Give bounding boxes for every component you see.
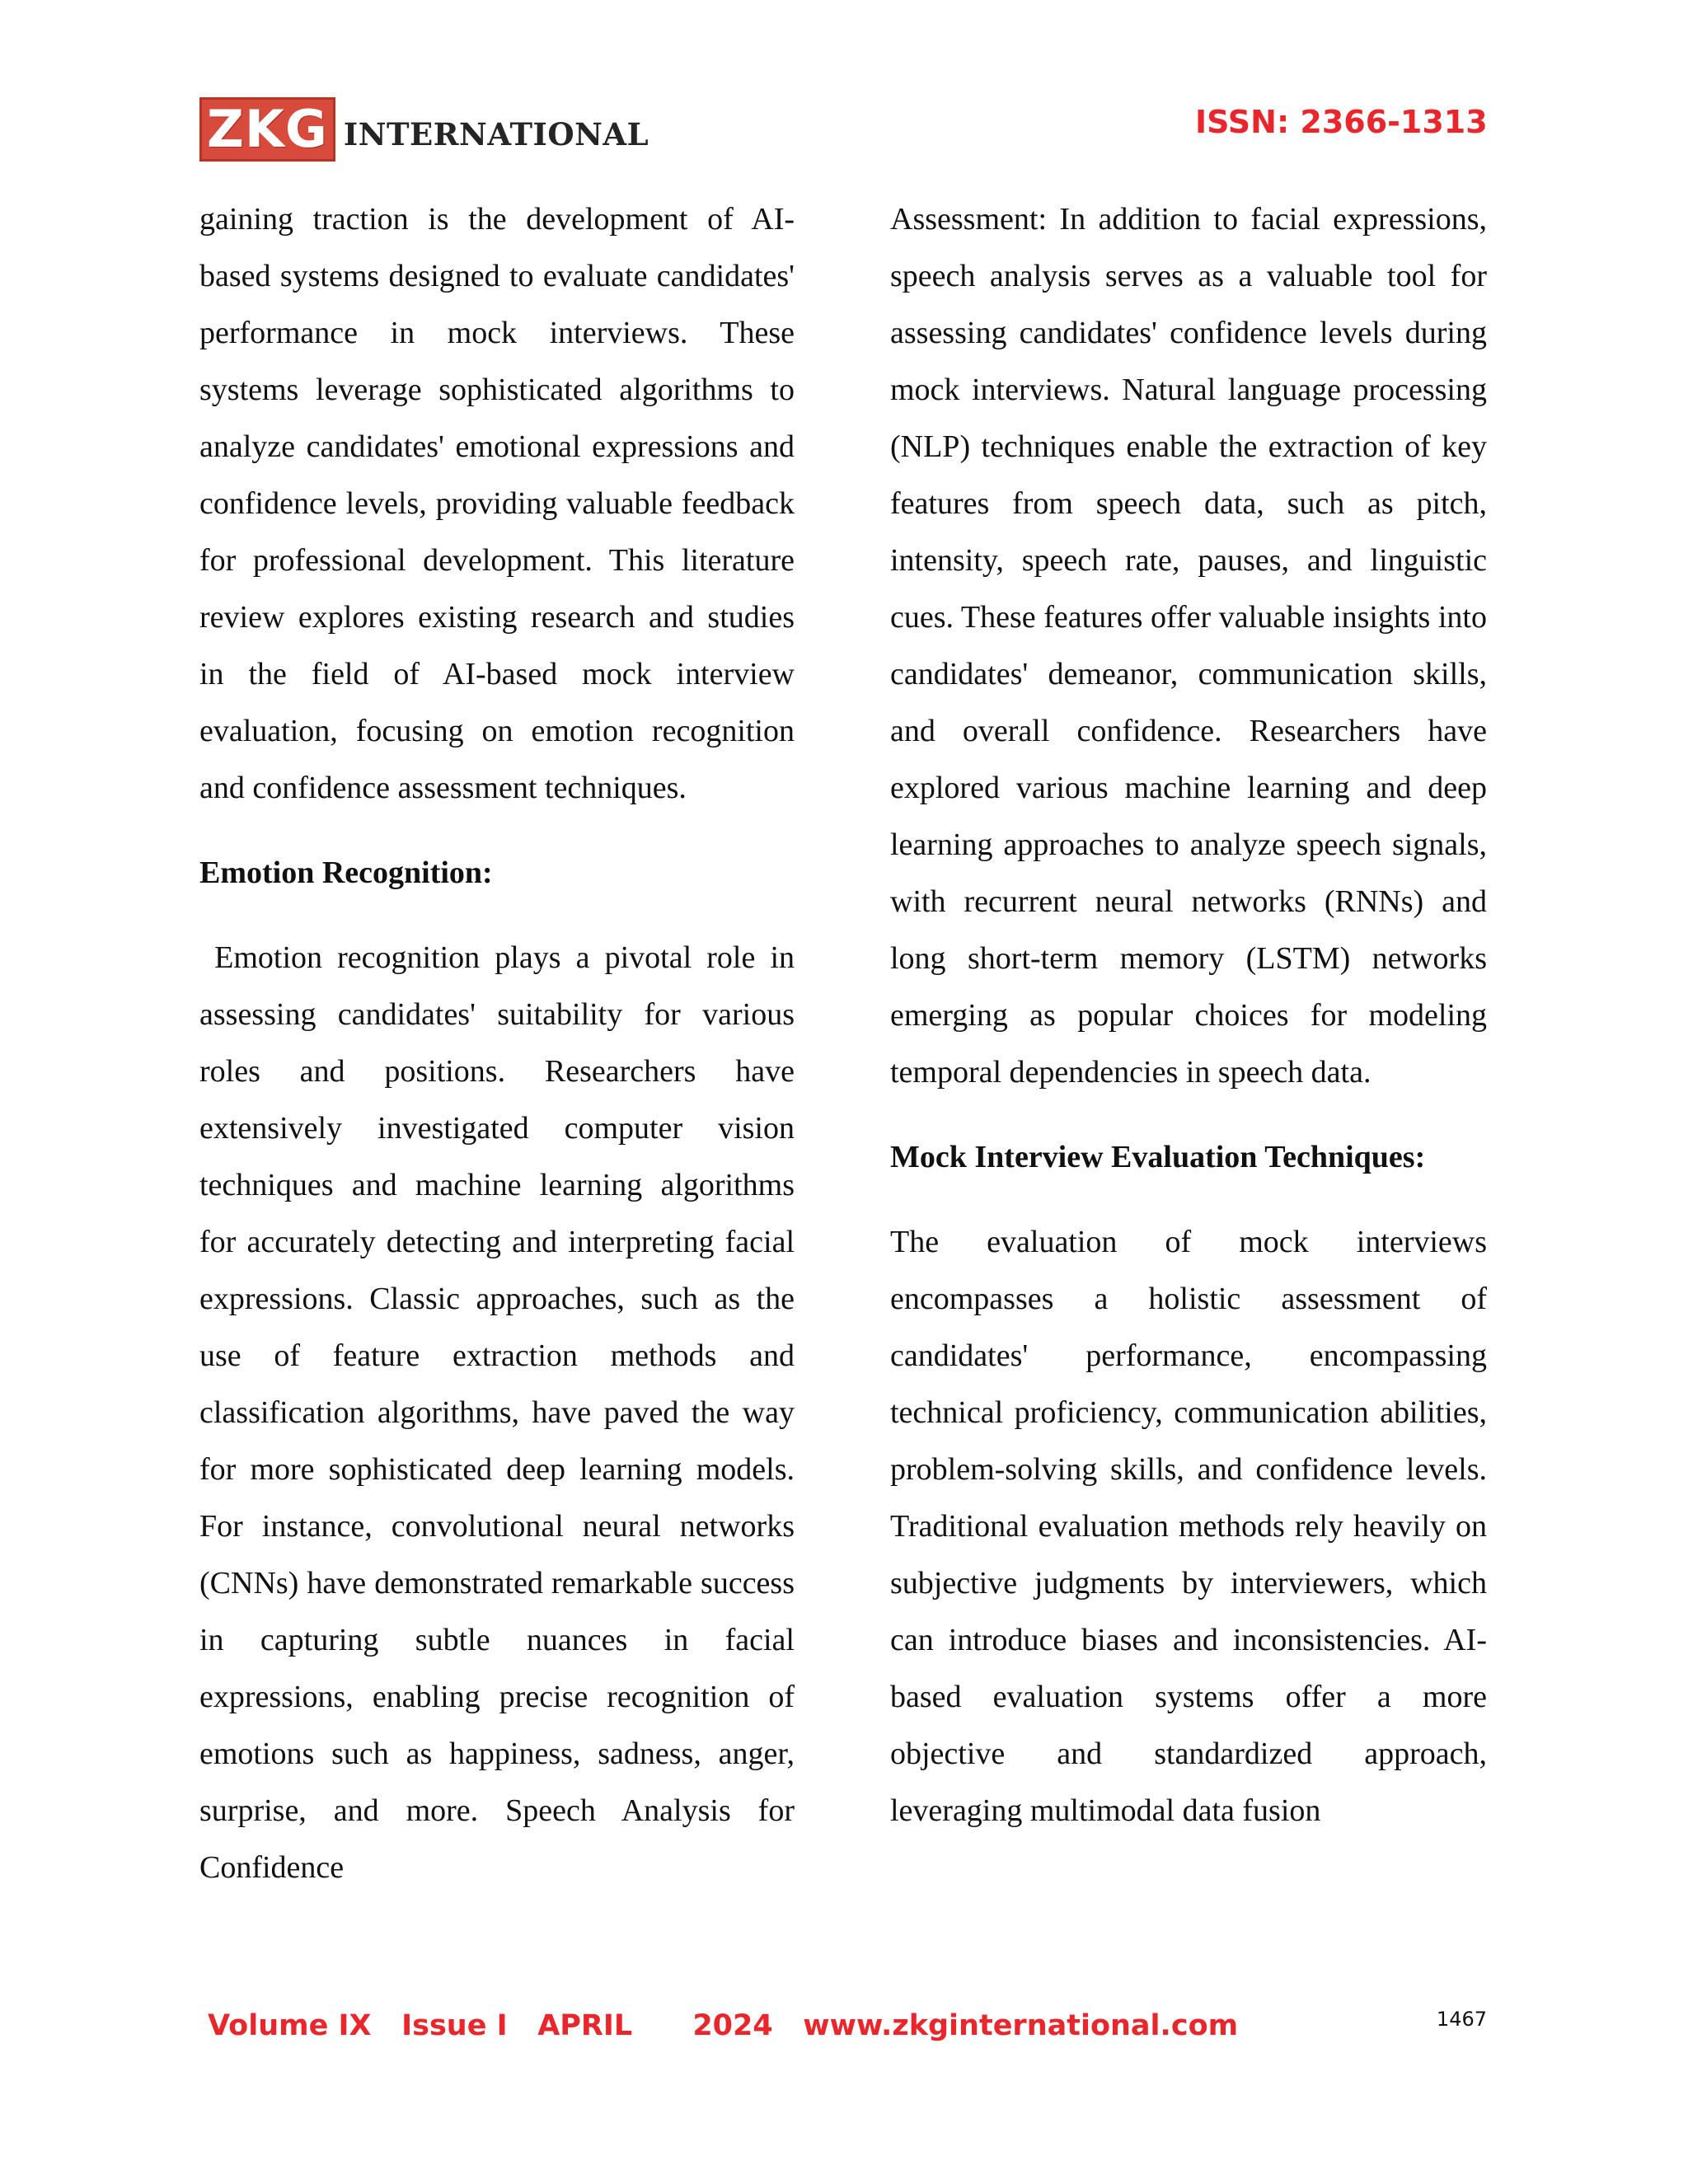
left-column bbox=[199, 191, 803, 1896]
section-heading-mock-interview-evaluation: Mock Interview Evaluation Techniques: bbox=[890, 1140, 1426, 1174]
logo-letters: ZKG bbox=[207, 99, 328, 159]
logo-wordmark: INTERNATIONAL bbox=[343, 116, 649, 152]
issn-label: ISSN: 2366-1313 bbox=[1195, 104, 1488, 140]
left-paragraph-2: Emotion recognition plays a pivotal role in assessing candidates' suitability for various roles and positions. Researchers have extensively investigated computer vision techniques and machine learning algorithms for accurately detecting and interpreting facial expressions. Classic approaches, such as the use of feature extraction methods and classification algorithms, have paved the way for more sophisticated deep learning models. For instance, convolutional neural networks (CNNs) have demonstrated remarkable success in capturing subtle nuances in facial expressions, enabling precise recognition of emotions such as happiness, sadness, anger, surprise, and more. Speech Analysis for Confidence bbox=[199, 940, 803, 1885]
footer-volume-info: Volume IX Issue I APRIL 2024 www.zkginternational.com bbox=[208, 2009, 1239, 2042]
journal-logo bbox=[199, 97, 649, 162]
logo-badge bbox=[199, 97, 335, 162]
spacer bbox=[199, 902, 795, 930]
page-number: 1467 bbox=[1436, 2008, 1487, 2031]
spacer bbox=[199, 817, 795, 845]
right-paragraph-2: The evaluation of mock interviews encompasses a holistic assessment of candidates' performance, encompassing technical proficiency, communication abilities, problem-solving skills, and confidence levels. Traditional evaluation methods rely heavily on subjective judgments by interviewers, which can introduce biases and inconsistencies. AI-based evaluation systems offer a more objective and standardized approach, leveraging multimodal data fusion bbox=[890, 1225, 1487, 1828]
spacer bbox=[890, 1186, 1487, 1214]
right-paragraph-1: Assessment: In addition to facial expressions, speech analysis serves as a valuable tool for assessing candidates' confidence levels during mock interviews. Natural language processing (NLP) techniques enable the extraction of key features from speech data, such as pitch, intensity, speech rate, pauses, and linguistic cues. These features offer valuable insights into candidates' demeanor, communication skills, and overall confidence. Researchers have explored various machine learning and deep learning approaches to analyze speech signals, with recurrent neural networks (RNNs) and long short-term memory (LSTM) networks emerging as popular choices for modeling temporal dependencies in speech data. bbox=[890, 202, 1487, 1090]
left-paragraph-1: gaining traction is the development of AI-based systems designed to evaluate candidates' performance in mock interviews. These systems leverage sophisticated algorithms to analyze candidates' emotional expressions and confidence levels, providing valuable feedback for professional development. This literature review explores existing research and studies in the field of AI-based mock interview evaluation, focusing on emotion recognition and confidence assessment techniques. bbox=[199, 202, 795, 805]
section-heading-emotion-recognition: Emotion Recognition: bbox=[199, 855, 493, 890]
right-column bbox=[890, 191, 1487, 1840]
spacer bbox=[890, 1101, 1487, 1129]
